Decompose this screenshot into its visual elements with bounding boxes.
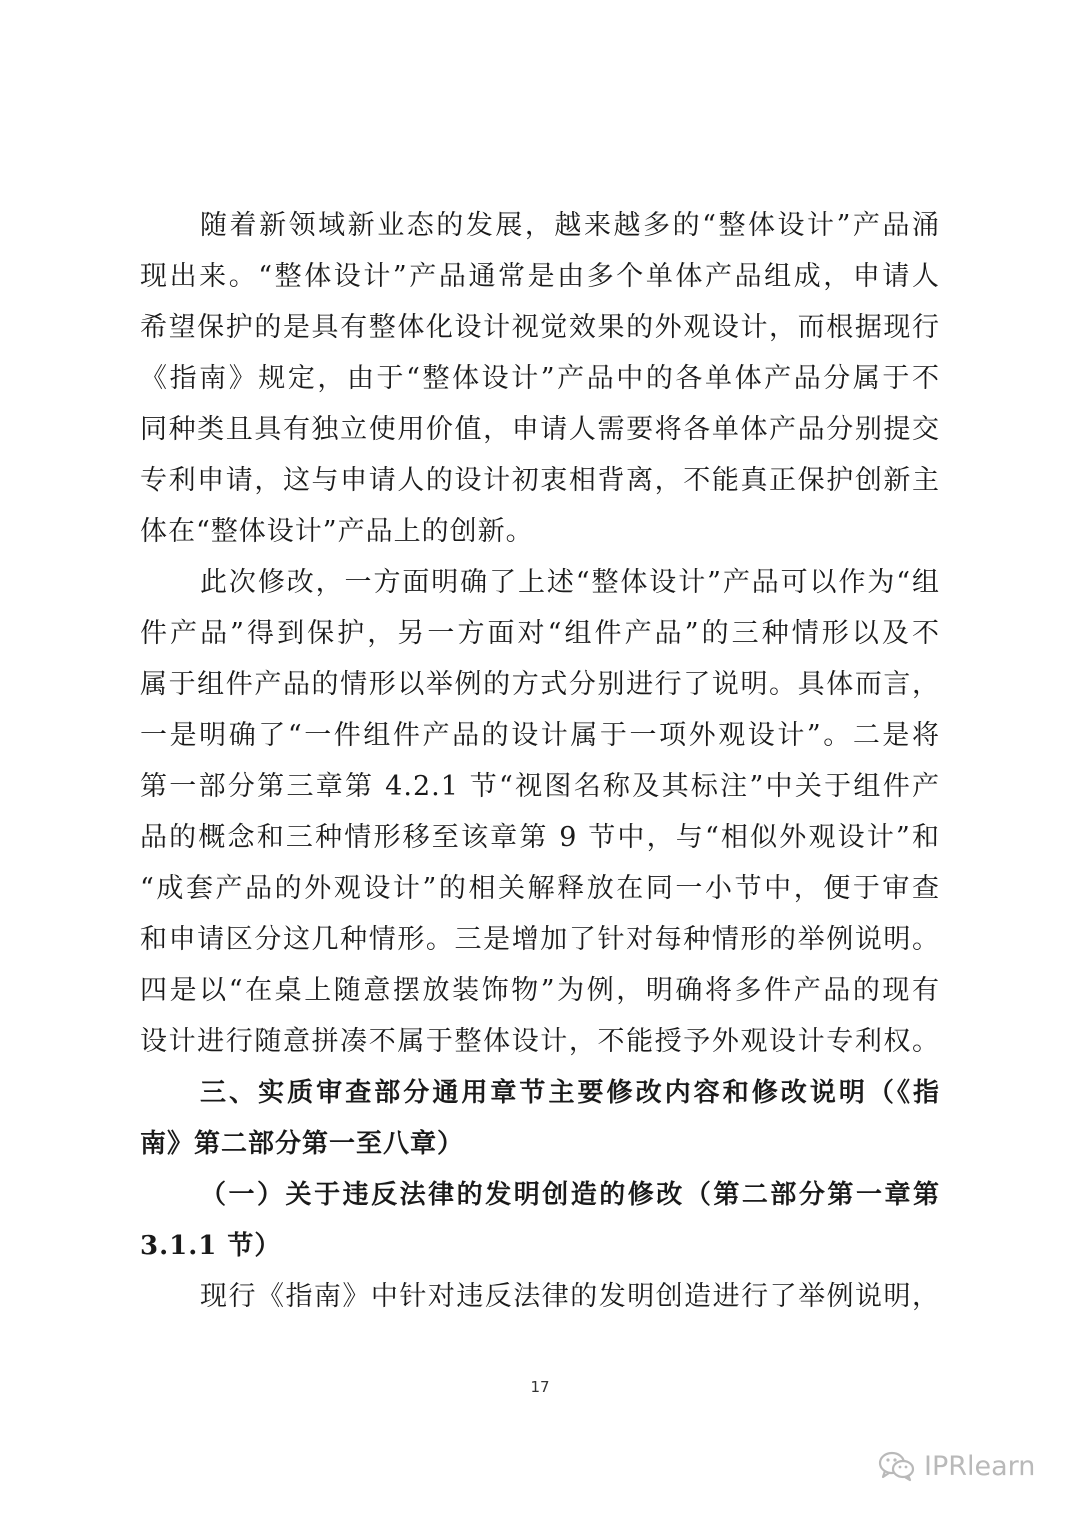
- watermark-text: IPRlearn: [924, 1450, 1036, 1482]
- watermark: [878, 1450, 1035, 1482]
- paragraph-2-line-7: “成套产品的外观设计”的相关解释放在同一小节中，便于审查: [140, 873, 940, 904]
- paragraph-2-line-10: 设计进行随意拼凑不属于整体设计，不能授予外观设计专利权。: [140, 1026, 940, 1057]
- paragraph-3-line-1: 现行《指南》中针对违反法律的发明创造进行了举例说明，: [200, 1281, 940, 1312]
- paragraph-2-line-9: 四是以“在桌上随意摆放装饰物”为例，明确将多件产品的现有: [140, 975, 940, 1006]
- paragraph-2-line-8: 和申请区分这几种情形。三是增加了针对每种情形的举例说明。: [140, 924, 940, 955]
- paragraph-2-line-4: 一是明确了“一件组件产品的设计属于一项外观设计”。二是将: [140, 720, 940, 751]
- subsection-heading-line-2: 3.1.1 节）: [140, 1231, 282, 1261]
- section-heading-line-2: 南》第二部分第一至八章）: [140, 1129, 465, 1159]
- paragraph-1-line-1: 随着新领域新业态的发展，越来越多的“整体设计”产品涌: [200, 210, 940, 241]
- paragraph-2-line-1: 此次修改，一方面明确了上述“整体设计”产品可以作为“组: [200, 567, 940, 598]
- paragraph-2-line-2: 件产品”得到保护，另一方面对“组件产品”的三种情形以及不: [140, 618, 940, 649]
- section-heading-line-1: 三、实质审查部分通用章节主要修改内容和修改说明（《指: [200, 1078, 940, 1108]
- page-number: 17: [530, 1378, 550, 1396]
- paragraph-1-line-6: 专利申请，这与申请人的设计初衷相背离，不能真正保护创新主: [140, 465, 940, 496]
- subsection-heading-line-1: （一）关于违反法律的发明创造的修改（第二部分第一章第: [200, 1180, 940, 1210]
- paragraph-1-line-2: 现出来。“整体设计”产品通常是由多个单体产品组成，申请人: [140, 261, 940, 292]
- paragraph-2-line-3: 属于组件产品的情形以举例的方式分别进行了说明。具体而言，: [140, 669, 940, 700]
- paragraph-1-line-7: 体在“整体设计”产品上的创新。: [140, 516, 534, 547]
- wechat-icon: [878, 1450, 916, 1482]
- paragraph-1-line-5: 同种类且具有独立使用价值，申请人需要将各单体产品分别提交: [140, 414, 940, 445]
- paragraph-1-line-4: 《指南》规定，由于“整体设计”产品中的各单体产品分属于不: [140, 363, 940, 394]
- paragraph-2-line-6: 品的概念和三种情形移至该章第 9 节中，与“相似外观设计”和: [140, 822, 940, 853]
- paragraph-2-line-5: 第一部分第三章第 4.2.1 节“视图名称及其标注”中关于组件产: [140, 771, 940, 802]
- paragraph-1-line-3: 希望保护的是具有整体化设计视觉效果的外观设计，而根据现行: [140, 312, 940, 343]
